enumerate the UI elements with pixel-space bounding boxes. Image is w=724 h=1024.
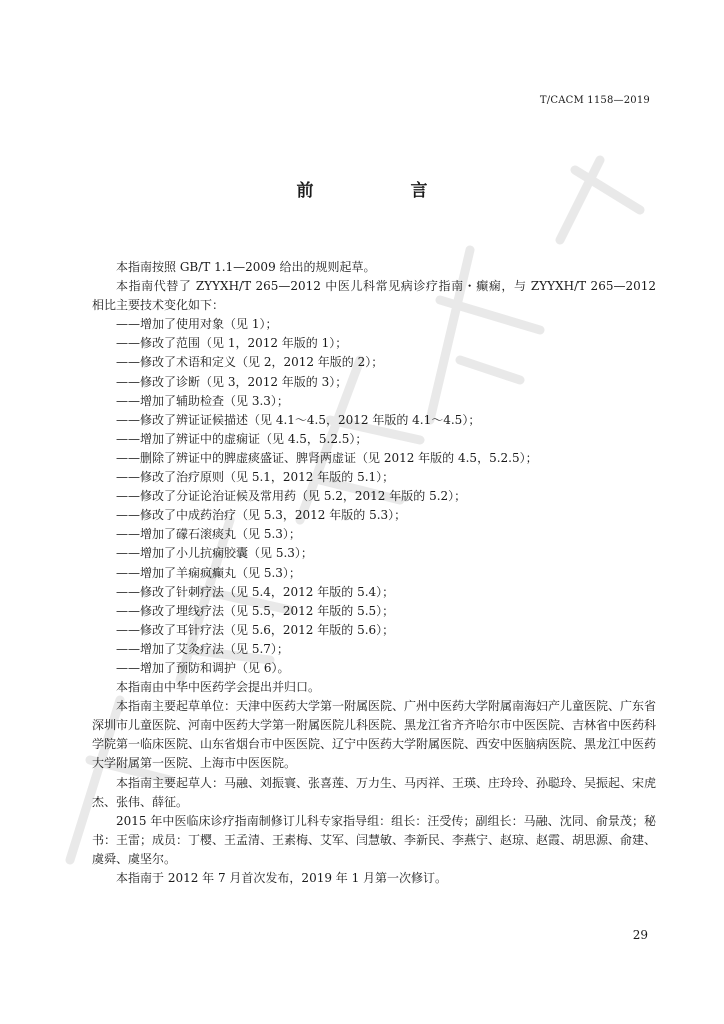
paragraph-drafting-rule: 本指南按照 GB/T 1.1—2009 给出的规则起草。 <box>116 260 376 274</box>
paragraph-drafting-units: 本指南主要起草单位：天津中医药大学第一附属医院、广州中医药大学附属南海妇产儿童医院、广东省深圳市儿童医院、河南中医药大学第一附属医院儿科医院、黑龙江省齐齐哈尔市中医医院、吉林省中医药科学院第一临床医院、山东省烟台市中医医院、辽宁中医药大学附属医院、西安中医脑病医院、黑龙江中医药大学附属第一医院、上海市中医医院。 <box>92 699 657 771</box>
paragraph-drafters: 本指南主要起草人：马融、刘振寰、张喜莲、万力生、马丙祥、王瑛、庄玲玲、孙聪玲、吴振起、宋虎杰、张伟、薛征。 <box>92 775 657 809</box>
foreword-body <box>92 258 656 888</box>
list-item: ——修改了分证论治证候及常用药（见 5.2，2012 年版的 5.2）； <box>116 489 467 504</box>
page-title: 前 言 <box>296 181 468 201</box>
list-item: ——增加了礞石滚痰丸（见 5.3）； <box>116 527 301 542</box>
paragraph-expert-group: 2015 年中医临床诊疗指南制修订儿科专家指导组：组长：汪受传；副组长：马融、沈同、俞景茂；秘书：王雷；成员：丁樱、王孟清、王素梅、艾军、闫慧敏、李新民、李燕宁、赵琼、赵霞、胡思源、俞建、虞舜、虞坚尔。 <box>92 813 657 866</box>
list-item: ——增加了羊痫疯癫丸（见 5.3）； <box>116 565 301 580</box>
list-item: ——修改了埋线疗法（见 5.5，2012 年版的 5.5）； <box>116 603 395 618</box>
list-item: ——修改了治疗原则（见 5.1，2012 年版的 5.1）； <box>116 470 395 485</box>
paragraph-proposer: 本指南由中华中医药学会提出并归口。 <box>116 680 321 695</box>
list-item: ——增加了辅助检查（见 3.3）； <box>116 393 289 408</box>
list-item: ——修改了针刺疗法（见 5.4，2012 年版的 5.4）； <box>116 584 395 599</box>
list-item: ——修改了中成药治疗（见 5.3，2012 年版的 5.3）； <box>116 508 407 523</box>
list-item: ——修改了范围（见 1，2012 年版的 1）； <box>116 336 348 351</box>
page-number: 29 <box>632 928 648 942</box>
list-item: ——修改了术语和定义（见 2，2012 年版的 2）； <box>116 355 384 370</box>
list-item: ——增加了使用对象（见 1）； <box>116 317 278 332</box>
list-item: ——修改了诊断（见 3，2012 年版的 3）； <box>116 374 348 389</box>
list-item: ——增加了小儿抗痫胶囊（见 5.3）； <box>116 546 313 561</box>
list-item: ——删除了辨证中的脾虚痰盛证、脾肾两虚证（见 2012 年版的 4.5，5.2.5）； <box>116 450 538 465</box>
standard-code: T/CACM 1158—2019 <box>539 95 650 106</box>
paragraph-publication-history: 本指南于 2012 年 7 月首次发布，2019 年 1 月第一次修订。 <box>116 871 448 885</box>
list-item: ——增加了辨证中的虚痫证（见 4.5，5.2.5）； <box>116 431 368 446</box>
paragraph-replacement: 本指南代替了 ZYYXH/T 265—2012 中医儿科常见病诊疗指南・癫痫，与 ZYYXH/T 265—2012 相比主要技术变化如下： <box>92 279 656 313</box>
list-item: ——修改了辨证证候描述（见 4.1～4.5，2012 年版的 4.1～4.5）； <box>116 412 481 427</box>
list-item: ——增加了预防和调护（见 6）。 <box>116 660 290 675</box>
changes-list <box>92 315 656 678</box>
list-item: ——修改了耳针疗法（见 5.6，2012 年版的 5.6）； <box>116 622 395 637</box>
list-item: ——增加了艾灸疗法（见 5.7）； <box>116 641 289 656</box>
